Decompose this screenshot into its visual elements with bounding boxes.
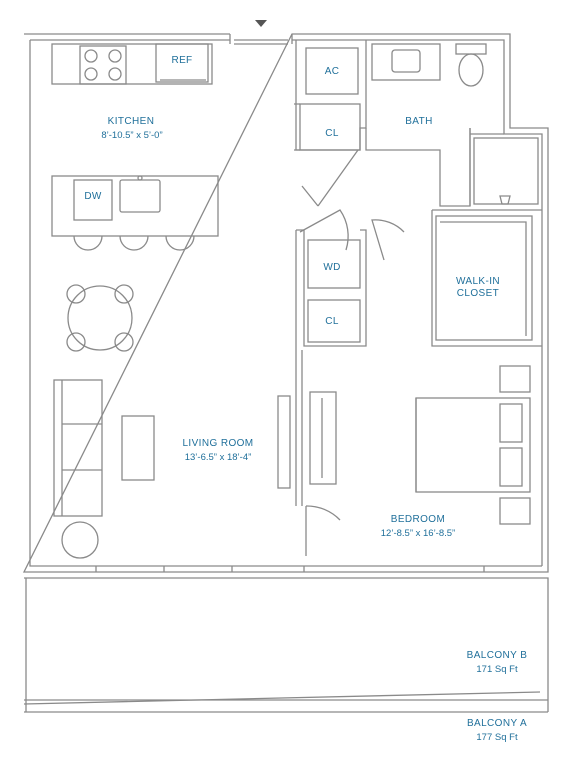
walkin-label-1: WALK-IN xyxy=(455,276,501,287)
coffee-table xyxy=(122,416,154,480)
bath-closet-label: CL xyxy=(325,128,339,139)
entry-arrow-icon xyxy=(255,20,267,27)
bedroom-dims: 12’-8.5” x 16’-8.5” xyxy=(380,528,456,539)
hall-closet-label: CL xyxy=(325,316,339,327)
sink xyxy=(120,180,160,212)
bedroom-label: BEDROOM xyxy=(390,514,446,525)
bath-label: BATH xyxy=(405,116,433,127)
bath-closet xyxy=(300,104,360,150)
bed xyxy=(416,398,530,492)
balcony-b xyxy=(24,578,548,712)
dining-table xyxy=(68,286,132,350)
toilet-bowl xyxy=(459,54,483,86)
walkin-label-2: CLOSET xyxy=(456,288,500,299)
ac-label: AC xyxy=(324,66,340,77)
living-room-label: LIVING ROOM xyxy=(182,438,254,449)
kitchen-island xyxy=(52,176,218,236)
dw-label: DW xyxy=(84,191,102,202)
balcony-a-label: BALCONY A xyxy=(466,718,528,729)
toilet-tank xyxy=(456,44,486,54)
wd-label: WD xyxy=(323,262,341,273)
kitchen-dims: 8’-10.5” x 5’-0” xyxy=(101,130,163,141)
kitchen-label: KITCHEN xyxy=(107,116,155,127)
balcony-b-area: 171 Sq Ft xyxy=(476,664,518,675)
shower xyxy=(474,138,538,204)
ref-label: REF xyxy=(171,55,193,66)
balcony-b-label: BALCONY B xyxy=(466,650,528,661)
sofa xyxy=(54,380,102,516)
balcony-a-area: 177 Sq Ft xyxy=(476,732,518,743)
living-room-dims: 13’-6.5” x 18’-4” xyxy=(184,452,252,463)
